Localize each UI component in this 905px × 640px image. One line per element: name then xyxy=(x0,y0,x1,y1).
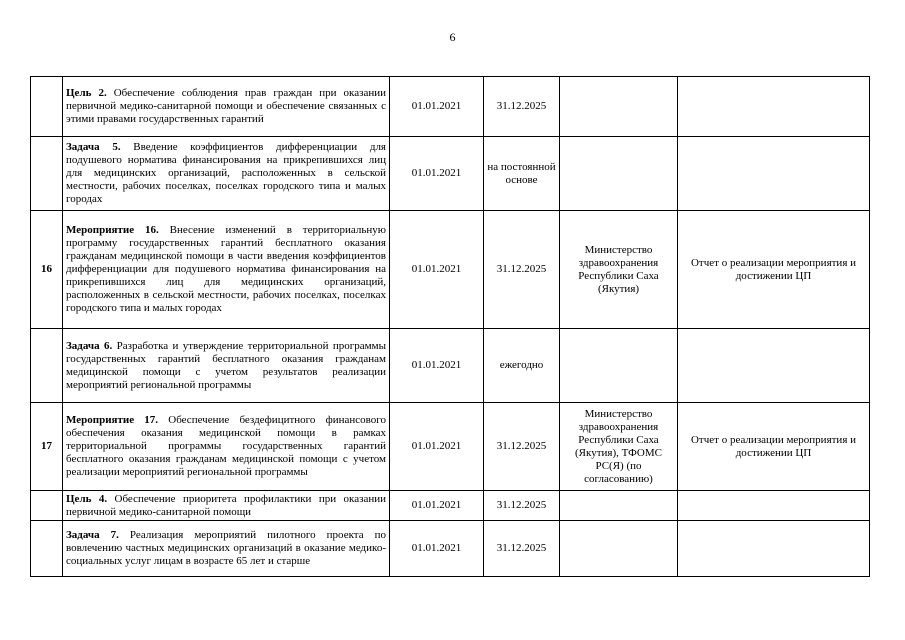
row-text: Обеспечение соблюдения прав граждан при оказании первичной медико-санитарной помощи и обеспечение связанных с этими правами государственных гарантий xyxy=(66,87,386,125)
responsible-cell: Министерство здравоохранения Республики Саха (Якутия), ТФОМС РС(Я) (по согласованию) xyxy=(560,403,678,491)
row-number xyxy=(31,329,63,403)
row-number xyxy=(31,137,63,211)
row-description xyxy=(63,329,390,403)
end-date: 31.12.2025 xyxy=(484,77,560,137)
row-keyword: Мероприятие 16. xyxy=(66,224,159,236)
start-date: 01.01.2021 xyxy=(390,403,484,491)
result-cell: Отчет о реализации мероприятия и достижении ЦП xyxy=(678,403,870,491)
row-text: Обеспечение приоритета профилактики при оказании первичной медико-санитарной помощи xyxy=(66,492,386,518)
page-number: 6 xyxy=(449,30,456,44)
end-date: 31.12.2025 xyxy=(484,403,560,491)
row-keyword: Цель 2. xyxy=(66,87,107,99)
row-text: Реализация мероприятий пилотного проекта по вовлечению частных медицинских организаций в оказание медико-социальных услуг лицам в возрасте 65 лет и старше xyxy=(66,529,386,567)
row-description xyxy=(63,403,390,491)
result-cell: Отчет о реализации мероприятия и достижении ЦП xyxy=(678,211,870,329)
row-number xyxy=(31,521,63,577)
result-cell xyxy=(678,491,870,521)
start-date: 01.01.2021 xyxy=(390,521,484,577)
row-text: Внесение изменений в территориальную программу государственных гарантий бесплатного оказания гражданам медицинской помощи в части введения коэффициентов дифференциации для подушевого норматива финансирования на прикрепившихся лиц для медицинских организаций, расположенных в сельской местности, рабочих поселках, поселках городского типа и малых городах xyxy=(66,224,386,314)
end-date: 31.12.2025 xyxy=(484,521,560,577)
row-description xyxy=(63,521,390,577)
end-date: 31.12.2025 xyxy=(484,211,560,329)
result-cell xyxy=(678,77,870,137)
table-row xyxy=(31,137,870,211)
row-description xyxy=(63,77,390,137)
table-row xyxy=(31,521,870,577)
row-keyword: Задача 5. xyxy=(66,141,121,153)
table-row xyxy=(31,329,870,403)
responsible-cell xyxy=(560,329,678,403)
row-text: Введение коэффициентов дифференциации для подушевого норматива финансирования на прикрепившихся лиц для медицинских организаций, расположенных в сельской местности, рабочих поселках, поселках городского типа и малых городах xyxy=(66,141,386,205)
responsible-cell xyxy=(560,137,678,211)
row-number xyxy=(31,491,63,521)
responsible-cell xyxy=(560,491,678,521)
row-text: Обеспечение бездефицитного финансового обеспечения оказания медицинской помощи в рамках территориальной программы государственных гарантий бесплатного оказания гражданам медицинской помощи с учетом реализации мероприятий региональной программы xyxy=(66,414,387,478)
row-number: 17 xyxy=(31,403,63,491)
responsible-cell xyxy=(560,521,678,577)
table-row xyxy=(31,491,870,521)
start-date: 01.01.2021 xyxy=(390,329,484,403)
program-table xyxy=(30,76,870,577)
row-number xyxy=(31,77,63,137)
end-date: ежегодно xyxy=(484,329,560,403)
row-description xyxy=(63,491,390,521)
start-date: 01.01.2021 xyxy=(390,137,484,211)
row-keyword: Задача 6. xyxy=(66,339,113,352)
row-keyword: Мероприятие 17. xyxy=(66,414,159,426)
row-number: 16 xyxy=(31,211,63,329)
result-cell xyxy=(678,137,870,211)
row-text: Разработка и утверждение территориальной программы государственных гарантий бесплатного оказания гражданам медицинской помощи с учетом результатов реализации мероприятий региональной программы xyxy=(66,339,386,391)
row-description xyxy=(63,137,390,211)
row-description xyxy=(63,211,390,329)
start-date: 01.01.2021 xyxy=(390,211,484,329)
table-row xyxy=(31,403,870,491)
responsible-cell: Министерство здравоохранения Республики Саха (Якутия) xyxy=(560,211,678,329)
row-keyword: Задача 7. xyxy=(66,529,119,541)
table-row xyxy=(31,211,870,329)
start-date: 01.01.2021 xyxy=(390,77,484,137)
row-keyword: Цель 4. xyxy=(66,492,108,505)
result-cell xyxy=(678,329,870,403)
start-date: 01.01.2021 xyxy=(390,491,484,521)
result-cell xyxy=(678,521,870,577)
table-row xyxy=(31,77,870,137)
responsible-cell xyxy=(560,77,678,137)
end-date: 31.12.2025 xyxy=(484,491,560,521)
end-date: на постоянной основе xyxy=(484,137,560,211)
